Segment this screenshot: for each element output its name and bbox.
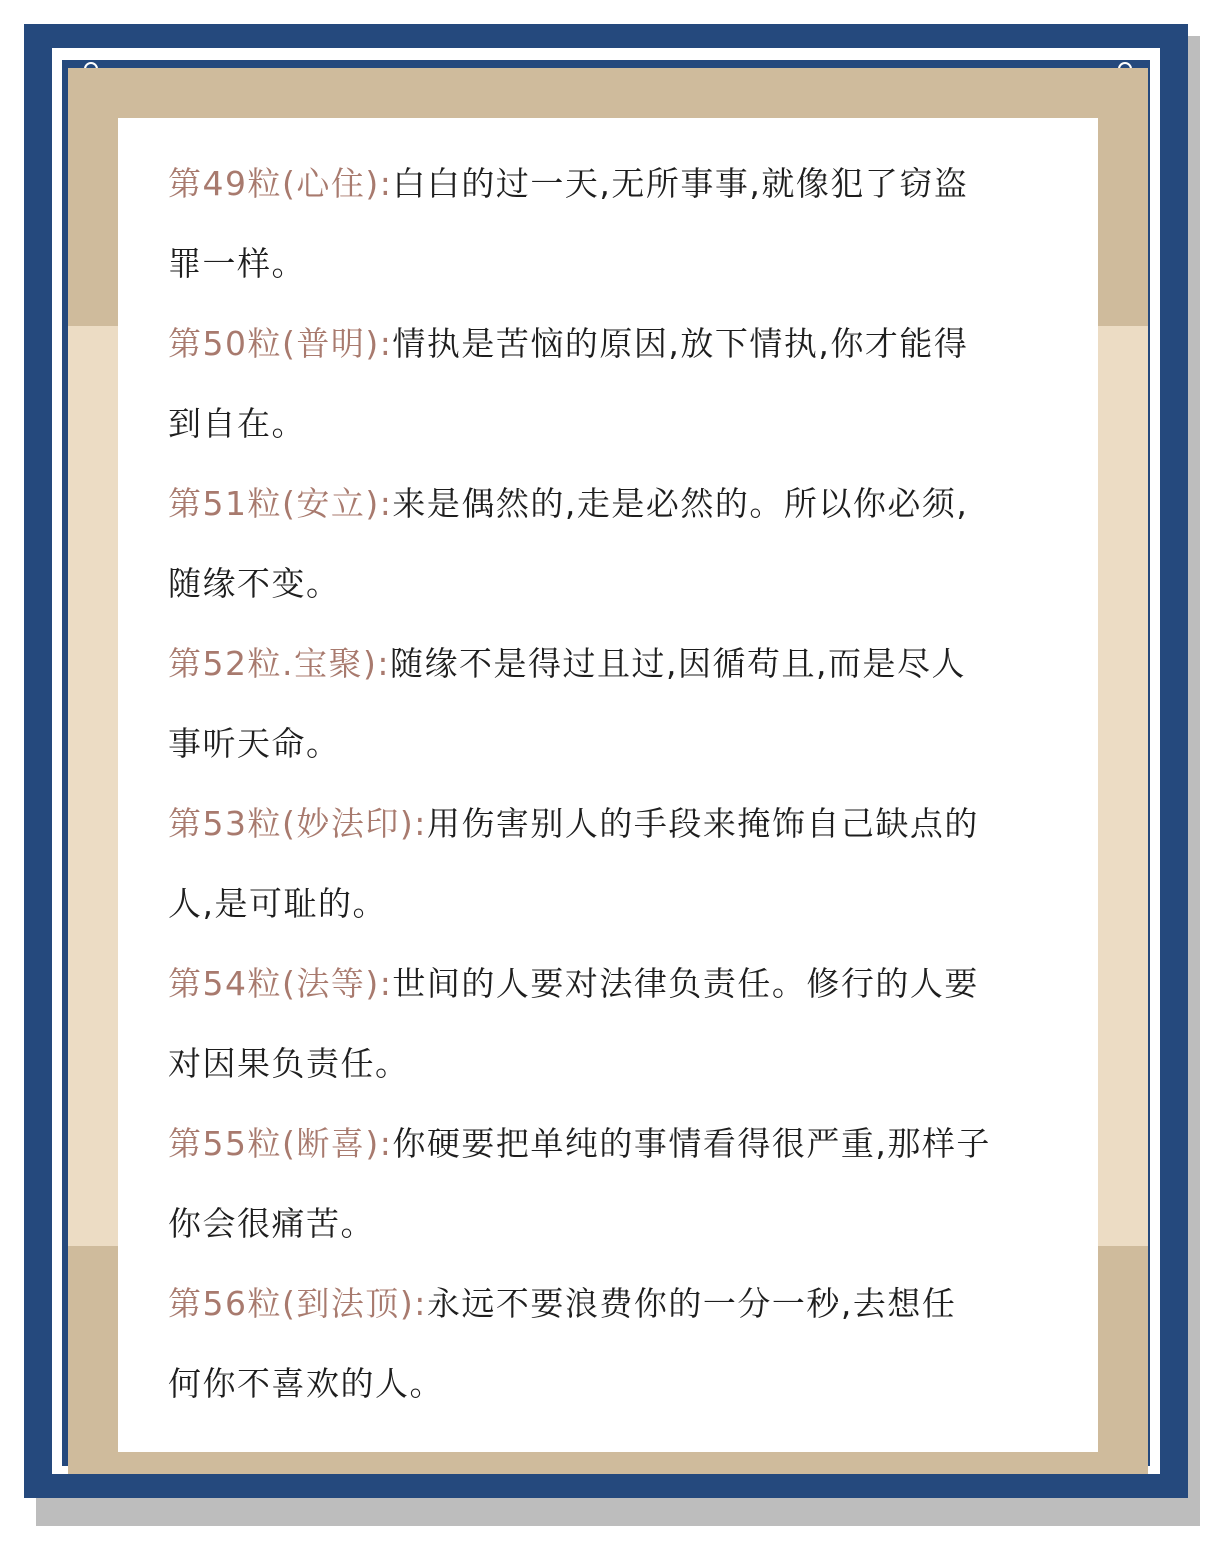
quote-line-second: 事听天命。 xyxy=(168,724,341,763)
quote-entry-54 xyxy=(168,944,1048,1104)
quote-line-second: 何你不喜欢的人。 xyxy=(168,1364,444,1403)
quote-text: 用伤害别人的手段来掩饰自己缺点的 xyxy=(426,804,979,843)
quote-label: 第50粒(普明): xyxy=(168,324,393,363)
quote-text: 来是偶然的,走是必然的。所以你必须, xyxy=(392,484,969,523)
quote-label: 第51粒(安立): xyxy=(168,484,393,523)
quote-entry-50 xyxy=(168,304,1048,464)
quote-list xyxy=(168,144,1048,1424)
quote-text: 随缘不是得过且过,因循苟且,而是尽人 xyxy=(389,644,966,683)
quote-text: 世间的人要对法律负责任。修行的人要 xyxy=(392,964,979,1003)
quote-label: 第54粒(法等): xyxy=(168,964,393,1003)
quote-line-second: 到自在。 xyxy=(168,404,306,443)
quote-line-second: 你会很痛苦。 xyxy=(168,1204,375,1243)
quote-line-second: 对因果负责任。 xyxy=(168,1044,410,1083)
quote-line-second: 人,是可耻的。 xyxy=(168,884,387,923)
quote-entry-53 xyxy=(168,784,1048,944)
quote-line-first xyxy=(168,304,1048,384)
quote-line-second: 随缘不变。 xyxy=(168,564,341,603)
quote-text: 你硬要把单纯的事情看得很严重,那样子 xyxy=(392,1124,991,1163)
quote-text: 情执是苦恼的原因,放下情执,你才能得 xyxy=(392,324,969,363)
quote-line-first xyxy=(168,464,1048,544)
quote-text: 永远不要浪费你的一分一秒,去想任 xyxy=(426,1284,957,1323)
quote-label: 第52粒.宝聚): xyxy=(168,644,390,683)
quote-entry-56 xyxy=(168,1264,1048,1424)
quote-entry-52 xyxy=(168,624,1048,784)
quote-line-first xyxy=(168,784,1048,864)
quote-line-first xyxy=(168,624,1048,704)
quote-entry-55 xyxy=(168,1104,1048,1264)
quote-label: 第53粒(妙法印): xyxy=(168,804,427,843)
quote-line-second: 罪一样。 xyxy=(168,244,306,283)
quote-label: 第56粒(到法顶): xyxy=(168,1284,427,1323)
quote-label: 第55粒(断喜): xyxy=(168,1124,393,1163)
quote-line-first xyxy=(168,1264,1048,1344)
quote-label: 第49粒(心住): xyxy=(168,164,393,203)
quote-text: 白白的过一天,无所事事,就像犯了窃盗 xyxy=(392,164,969,203)
quote-line-first xyxy=(168,1104,1048,1184)
quote-line-first xyxy=(168,144,1048,224)
quote-entry-51 xyxy=(168,464,1048,624)
quote-entry-49 xyxy=(168,144,1048,304)
quote-line-first xyxy=(168,944,1048,1024)
